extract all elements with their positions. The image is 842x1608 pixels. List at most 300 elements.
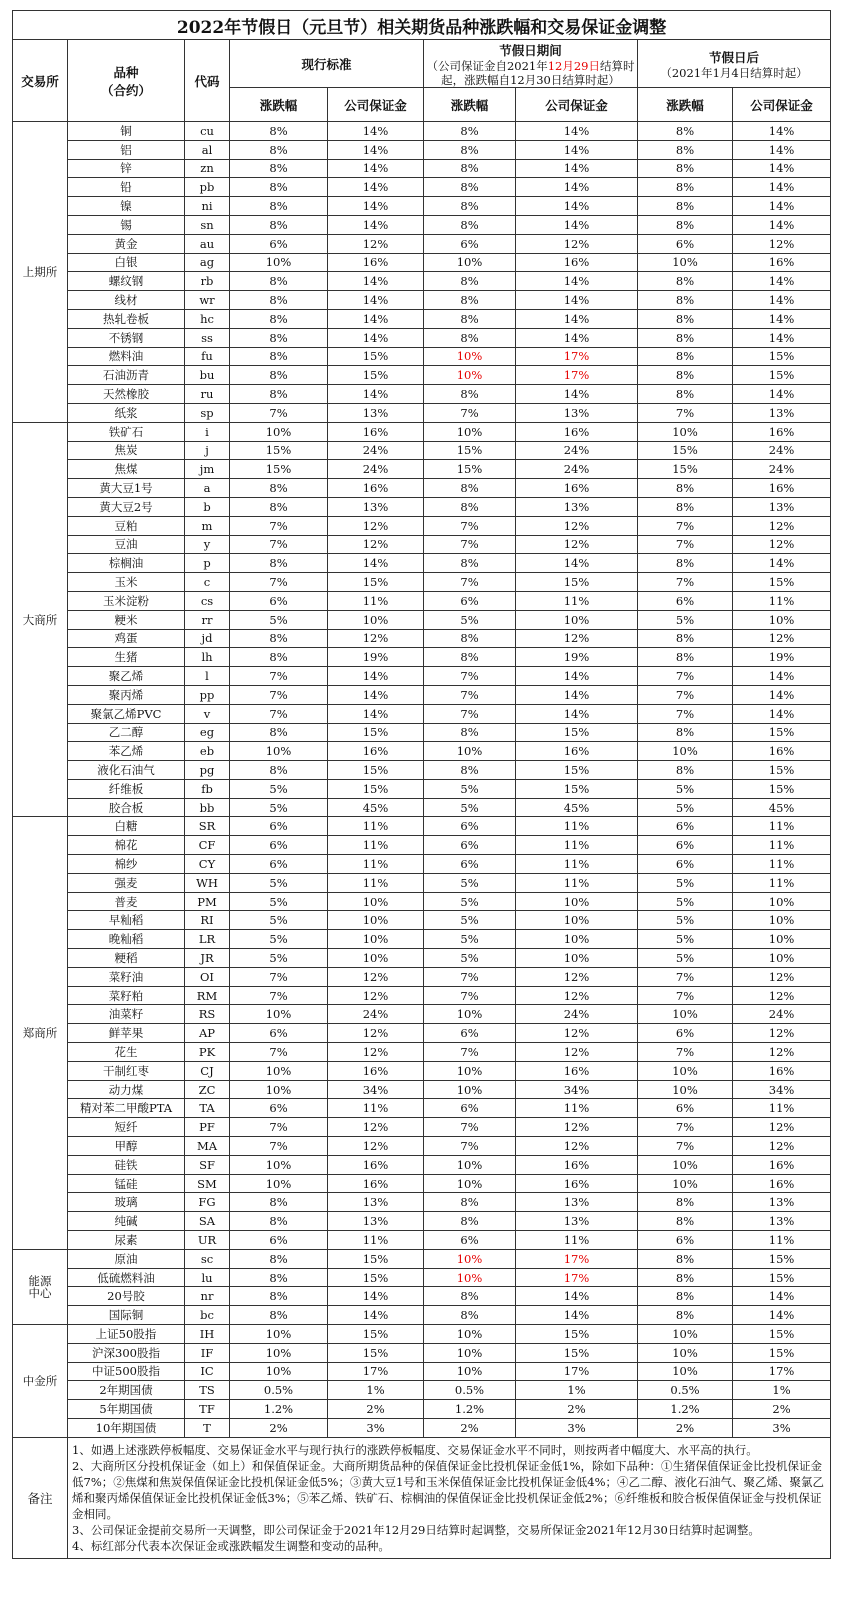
current-limit-cell: 8% (230, 479, 328, 498)
table-row (13, 629, 831, 648)
holiday-margin-cell: 14% (516, 122, 638, 141)
variety-cell: 花生 (68, 1043, 185, 1062)
after-margin-cell: 14% (733, 328, 831, 347)
current-margin-cell: 14% (328, 554, 424, 573)
holiday-margin-cell: 10% (516, 892, 638, 911)
holiday-margin-cell: 17% (516, 1268, 638, 1287)
current-margin-cell: 16% (328, 1174, 424, 1193)
variety-cell: 生猪 (68, 648, 185, 667)
code-cell: RM (185, 986, 230, 1005)
variety-cell: 油菜籽 (68, 1005, 185, 1024)
variety-cell: 燃料油 (68, 347, 185, 366)
holiday-margin-cell: 15% (516, 779, 638, 798)
table-row (13, 460, 831, 479)
holiday-limit-cell: 5% (424, 930, 516, 949)
holiday-limit-cell: 8% (424, 291, 516, 310)
code-cell: CY (185, 855, 230, 874)
holiday-limit-cell: 10% (424, 1325, 516, 1344)
holiday-limit-cell: 6% (424, 836, 516, 855)
after-margin-cell: 14% (733, 667, 831, 686)
variety-cell: 白银 (68, 253, 185, 272)
code-cell: rr (185, 610, 230, 629)
current-margin-cell: 10% (328, 949, 424, 968)
current-margin-cell: 10% (328, 892, 424, 911)
table-row (13, 347, 831, 366)
holiday-limit-cell: 6% (424, 234, 516, 253)
after-margin-cell: 10% (733, 610, 831, 629)
current-margin-cell: 16% (328, 742, 424, 761)
after-limit-cell: 10% (638, 1080, 733, 1099)
variety-cell: 粳稻 (68, 949, 185, 968)
after-margin-cell: 11% (733, 1231, 831, 1250)
after-limit-cell: 8% (638, 1306, 733, 1325)
after-margin-cell: 16% (733, 1061, 831, 1080)
variety-cell: 棕榈油 (68, 554, 185, 573)
code-cell: zn (185, 159, 230, 178)
current-limit-cell: 10% (230, 1005, 328, 1024)
holiday-limit-cell: 5% (424, 779, 516, 798)
code-cell: wr (185, 291, 230, 310)
after-margin-cell: 14% (733, 178, 831, 197)
code-cell: ZC (185, 1080, 230, 1099)
holiday-margin-cell: 24% (516, 460, 638, 479)
current-limit-cell: 5% (230, 779, 328, 798)
current-margin-cell: 24% (328, 441, 424, 460)
after-margin-cell: 12% (733, 234, 831, 253)
table-row (13, 385, 831, 404)
after-limit-cell: 6% (638, 855, 733, 874)
current-limit-cell: 10% (230, 1061, 328, 1080)
current-limit-cell: 5% (230, 892, 328, 911)
current-margin-cell: 24% (328, 1005, 424, 1024)
header-code: 代码 (185, 40, 230, 122)
holiday-limit-cell: 8% (424, 197, 516, 216)
after-limit-cell: 8% (638, 554, 733, 573)
current-margin-cell: 45% (328, 798, 424, 817)
after-margin-cell: 3% (733, 1418, 831, 1437)
code-cell: i (185, 422, 230, 441)
holiday-limit-cell: 7% (424, 704, 516, 723)
table-row (13, 1155, 831, 1174)
holiday-limit-cell: 10% (424, 1249, 516, 1268)
holiday-limit-cell: 8% (424, 309, 516, 328)
holiday-margin-cell: 16% (516, 1155, 638, 1174)
table-row (13, 1193, 831, 1212)
current-margin-cell: 15% (328, 1249, 424, 1268)
variety-cell: 精对苯二甲酸PTA (68, 1099, 185, 1118)
code-cell: AP (185, 1024, 230, 1043)
holiday-limit-cell: 10% (424, 742, 516, 761)
code-cell: bb (185, 798, 230, 817)
holiday-note-text-2: 结算时起，涨跌幅自12月30日结算时起） (441, 58, 635, 87)
after-margin-cell: 11% (733, 1099, 831, 1118)
current-margin-cell: 14% (328, 309, 424, 328)
table-row (13, 836, 831, 855)
current-limit-cell: 5% (230, 610, 328, 629)
after-limit-cell: 8% (638, 1249, 733, 1268)
after-margin-cell: 10% (733, 949, 831, 968)
current-limit-cell: 8% (230, 178, 328, 197)
current-margin-cell: 3% (328, 1418, 424, 1437)
after-limit-cell: 5% (638, 892, 733, 911)
after-limit-cell: 6% (638, 836, 733, 855)
current-limit-cell: 15% (230, 441, 328, 460)
after-limit-cell: 7% (638, 1043, 733, 1062)
variety-cell: 黄大豆2号 (68, 497, 185, 516)
after-margin-cell: 12% (733, 535, 831, 554)
current-limit-cell: 7% (230, 986, 328, 1005)
variety-cell: 乙二醇 (68, 723, 185, 742)
after-margin-cell: 2% (733, 1400, 831, 1419)
code-cell: PM (185, 892, 230, 911)
table-row (13, 1024, 831, 1043)
after-margin-cell: 16% (733, 479, 831, 498)
table-row (13, 967, 831, 986)
after-limit-cell: 5% (638, 779, 733, 798)
variety-cell: 强麦 (68, 873, 185, 892)
table-row (13, 403, 831, 422)
holiday-margin-cell: 14% (516, 685, 638, 704)
after-limit-cell: 8% (638, 629, 733, 648)
holiday-margin-cell: 10% (516, 911, 638, 930)
code-cell: RI (185, 911, 230, 930)
current-limit-cell: 8% (230, 291, 328, 310)
after-margin-cell: 24% (733, 441, 831, 460)
current-limit-cell: 7% (230, 1118, 328, 1137)
code-cell: j (185, 441, 230, 460)
current-limit-cell: 7% (230, 1137, 328, 1156)
variety-cell: 铅 (68, 178, 185, 197)
variety-cell: 苯乙烯 (68, 742, 185, 761)
after-limit-cell: 5% (638, 798, 733, 817)
current-margin-cell: 10% (328, 930, 424, 949)
table-row (13, 328, 831, 347)
after-margin-cell: 15% (733, 1343, 831, 1362)
code-cell: m (185, 516, 230, 535)
current-margin-cell: 13% (328, 1212, 424, 1231)
holiday-limit-cell: 10% (424, 253, 516, 272)
code-cell: l (185, 667, 230, 686)
holiday-margin-cell: 11% (516, 855, 638, 874)
table-row (13, 1080, 831, 1099)
current-limit-cell: 8% (230, 309, 328, 328)
after-limit-cell: 7% (638, 1137, 733, 1156)
holiday-margin-cell: 11% (516, 817, 638, 836)
table-row (13, 855, 831, 874)
holiday-limit-cell: 6% (424, 1099, 516, 1118)
header-current-limit: 涨跌幅 (230, 88, 328, 122)
holiday-limit-cell: 7% (424, 403, 516, 422)
table-row (13, 1306, 831, 1325)
holiday-note-text: （公司保证金自2021年 (426, 58, 548, 73)
table-row (13, 215, 831, 234)
current-margin-cell: 14% (328, 1287, 424, 1306)
code-cell: T (185, 1418, 230, 1437)
header-variety-sub: （合约） (100, 82, 151, 98)
table-row (13, 1418, 831, 1437)
current-limit-cell: 1.2% (230, 1400, 328, 1419)
code-cell: ru (185, 385, 230, 404)
code-cell: jd (185, 629, 230, 648)
table-row (13, 535, 831, 554)
after-margin-cell: 14% (733, 215, 831, 234)
table-row (13, 1061, 831, 1080)
after-limit-cell: 10% (638, 1005, 733, 1024)
after-limit-cell: 7% (638, 573, 733, 592)
code-cell: TS (185, 1381, 230, 1400)
holiday-margin-cell: 3% (516, 1418, 638, 1437)
table-row (13, 648, 831, 667)
table-row (13, 723, 831, 742)
holiday-limit-cell: 8% (424, 122, 516, 141)
after-margin-cell: 12% (733, 1118, 831, 1137)
holiday-margin-cell: 12% (516, 967, 638, 986)
current-margin-cell: 15% (328, 723, 424, 742)
after-margin-cell: 14% (733, 554, 831, 573)
variety-cell: 镍 (68, 197, 185, 216)
margin-table (12, 10, 831, 1559)
variety-cell: 热轧卷板 (68, 309, 185, 328)
after-margin-cell: 14% (733, 704, 831, 723)
after-limit-cell: 8% (638, 347, 733, 366)
after-limit-cell: 6% (638, 1024, 733, 1043)
current-margin-cell: 11% (328, 1099, 424, 1118)
after-limit-cell: 8% (638, 197, 733, 216)
variety-cell: 鸡蛋 (68, 629, 185, 648)
table-row (13, 291, 831, 310)
current-limit-cell: 8% (230, 272, 328, 291)
after-margin-cell: 11% (733, 836, 831, 855)
current-limit-cell: 6% (230, 234, 328, 253)
current-limit-cell: 7% (230, 685, 328, 704)
current-limit-cell: 7% (230, 667, 328, 686)
variety-cell: 玻璃 (68, 1193, 185, 1212)
current-margin-cell: 15% (328, 347, 424, 366)
current-margin-cell: 11% (328, 836, 424, 855)
holiday-margin-cell: 17% (516, 1362, 638, 1381)
variety-cell: 尿素 (68, 1231, 185, 1250)
current-margin-cell: 15% (328, 761, 424, 780)
current-limit-cell: 0.5% (230, 1381, 328, 1400)
current-margin-cell: 12% (328, 1118, 424, 1137)
after-margin-cell: 14% (733, 159, 831, 178)
holiday-margin-cell: 17% (516, 366, 638, 385)
after-limit-cell: 8% (638, 215, 733, 234)
code-cell: TF (185, 1400, 230, 1419)
variety-cell: 铝 (68, 140, 185, 159)
after-margin-cell: 1% (733, 1381, 831, 1400)
variety-cell: 甲醇 (68, 1137, 185, 1156)
header-holiday-label: 节假日期间 (499, 42, 562, 58)
holiday-margin-cell: 15% (516, 1325, 638, 1344)
table-row (13, 122, 831, 141)
note-4: 4、标红部分代表本次保证金或涨跌幅发生调整和变动的品种。 (72, 1538, 390, 1553)
holiday-limit-cell: 8% (424, 1212, 516, 1231)
variety-cell: 石油沥青 (68, 366, 185, 385)
code-cell: sn (185, 215, 230, 234)
current-limit-cell: 8% (230, 385, 328, 404)
table-row (13, 798, 831, 817)
holiday-margin-cell: 16% (516, 479, 638, 498)
current-limit-cell: 8% (230, 1287, 328, 1306)
variety-cell: 聚丙烯 (68, 685, 185, 704)
variety-cell: 黄大豆1号 (68, 479, 185, 498)
after-margin-cell: 15% (733, 366, 831, 385)
current-margin-cell: 34% (328, 1080, 424, 1099)
after-margin-cell: 13% (733, 403, 831, 422)
table-row (13, 140, 831, 159)
current-margin-cell: 14% (328, 159, 424, 178)
current-margin-cell: 15% (328, 366, 424, 385)
holiday-margin-cell: 13% (516, 497, 638, 516)
variety-cell: 早籼稻 (68, 911, 185, 930)
holiday-limit-cell: 10% (424, 1343, 516, 1362)
variety-cell: 棉纱 (68, 855, 185, 874)
after-margin-cell: 17% (733, 1362, 831, 1381)
code-cell: IF (185, 1343, 230, 1362)
current-margin-cell: 24% (328, 460, 424, 479)
after-margin-cell: 12% (733, 1024, 831, 1043)
holiday-margin-cell: 45% (516, 798, 638, 817)
after-limit-cell: 8% (638, 159, 733, 178)
current-margin-cell: 19% (328, 648, 424, 667)
current-limit-cell: 8% (230, 1212, 328, 1231)
after-margin-cell: 14% (733, 385, 831, 404)
exchange-cell: 能源中心 (13, 1249, 68, 1324)
current-margin-cell: 16% (328, 1061, 424, 1080)
after-limit-cell: 15% (638, 441, 733, 460)
holiday-limit-cell: 10% (424, 1362, 516, 1381)
current-margin-cell: 2% (328, 1400, 424, 1419)
header-exchange: 交易所 (13, 40, 68, 122)
current-limit-cell: 8% (230, 366, 328, 385)
holiday-limit-cell: 7% (424, 1118, 516, 1137)
holiday-limit-cell: 8% (424, 272, 516, 291)
after-margin-cell: 14% (733, 197, 831, 216)
current-margin-cell: 15% (328, 1268, 424, 1287)
current-margin-cell: 15% (328, 573, 424, 592)
holiday-limit-cell: 5% (424, 873, 516, 892)
current-margin-cell: 14% (328, 272, 424, 291)
current-margin-cell: 16% (328, 422, 424, 441)
holiday-limit-cell: 8% (424, 497, 516, 516)
code-cell: ni (185, 197, 230, 216)
after-limit-cell: 8% (638, 648, 733, 667)
current-limit-cell: 10% (230, 1343, 328, 1362)
table-row (13, 1362, 831, 1381)
current-limit-cell: 10% (230, 1155, 328, 1174)
variety-cell: 低硫燃料油 (68, 1268, 185, 1287)
holiday-limit-cell: 8% (424, 1287, 516, 1306)
holiday-limit-cell: 6% (424, 1231, 516, 1250)
code-cell: IC (185, 1362, 230, 1381)
variety-cell: 5年期国债 (68, 1400, 185, 1419)
variety-cell: 纤维板 (68, 779, 185, 798)
current-limit-cell: 2% (230, 1418, 328, 1437)
header-holiday-limit: 涨跌幅 (424, 88, 516, 122)
code-cell: LR (185, 930, 230, 949)
current-limit-cell: 6% (230, 1024, 328, 1043)
table-row (13, 685, 831, 704)
after-margin-cell: 13% (733, 1193, 831, 1212)
code-cell: fb (185, 779, 230, 798)
variety-cell: 螺纹钢 (68, 272, 185, 291)
code-cell: a (185, 479, 230, 498)
holiday-limit-cell: 8% (424, 140, 516, 159)
after-margin-cell: 15% (733, 1268, 831, 1287)
after-limit-cell: 6% (638, 591, 733, 610)
current-margin-cell: 11% (328, 855, 424, 874)
table-body (13, 122, 831, 1438)
current-margin-cell: 13% (328, 497, 424, 516)
after-margin-cell: 11% (733, 855, 831, 874)
after-margin-cell: 13% (733, 497, 831, 516)
holiday-limit-cell: 5% (424, 892, 516, 911)
after-margin-cell: 24% (733, 1005, 831, 1024)
table-row (13, 1174, 831, 1193)
current-margin-cell: 14% (328, 122, 424, 141)
current-limit-cell: 6% (230, 855, 328, 874)
document (12, 10, 830, 1559)
table-row (13, 1043, 831, 1062)
current-limit-cell: 7% (230, 403, 328, 422)
code-cell: ag (185, 253, 230, 272)
holiday-limit-cell: 10% (424, 1155, 516, 1174)
holiday-margin-cell: 11% (516, 1099, 638, 1118)
current-limit-cell: 10% (230, 422, 328, 441)
variety-cell: 聚氯乙烯PVC (68, 704, 185, 723)
after-limit-cell: 10% (638, 1061, 733, 1080)
holiday-margin-cell: 10% (516, 610, 638, 629)
table-row (13, 197, 831, 216)
current-margin-cell: 14% (328, 215, 424, 234)
variety-cell: 2年期国债 (68, 1381, 185, 1400)
after-limit-cell: 8% (638, 385, 733, 404)
after-margin-cell: 12% (733, 1137, 831, 1156)
holiday-margin-cell: 14% (516, 704, 638, 723)
after-limit-cell: 15% (638, 460, 733, 479)
holiday-margin-cell: 16% (516, 1174, 638, 1193)
holiday-limit-cell: 8% (424, 1193, 516, 1212)
holiday-limit-cell: 0.5% (424, 1381, 516, 1400)
after-limit-cell: 6% (638, 234, 733, 253)
holiday-margin-cell: 12% (516, 1137, 638, 1156)
current-margin-cell: 12% (328, 1137, 424, 1156)
current-limit-cell: 5% (230, 911, 328, 930)
holiday-limit-cell: 7% (424, 1137, 516, 1156)
table-row (13, 873, 831, 892)
after-limit-cell: 10% (638, 1174, 733, 1193)
current-margin-cell: 14% (328, 1306, 424, 1325)
table-row (13, 892, 831, 911)
holiday-margin-cell: 14% (516, 178, 638, 197)
holiday-limit-cell: 5% (424, 798, 516, 817)
current-limit-cell: 8% (230, 122, 328, 141)
after-limit-cell: 6% (638, 1099, 733, 1118)
current-limit-cell: 8% (230, 1268, 328, 1287)
holiday-margin-cell: 14% (516, 197, 638, 216)
header-holiday-note (424, 59, 637, 87)
current-margin-cell: 11% (328, 873, 424, 892)
current-limit-cell: 10% (230, 253, 328, 272)
after-margin-cell: 12% (733, 986, 831, 1005)
after-limit-cell: 8% (638, 140, 733, 159)
after-margin-cell: 16% (733, 1174, 831, 1193)
current-margin-cell: 14% (328, 328, 424, 347)
current-margin-cell: 11% (328, 817, 424, 836)
holiday-limit-cell: 7% (424, 667, 516, 686)
holiday-limit-cell: 8% (424, 1306, 516, 1325)
